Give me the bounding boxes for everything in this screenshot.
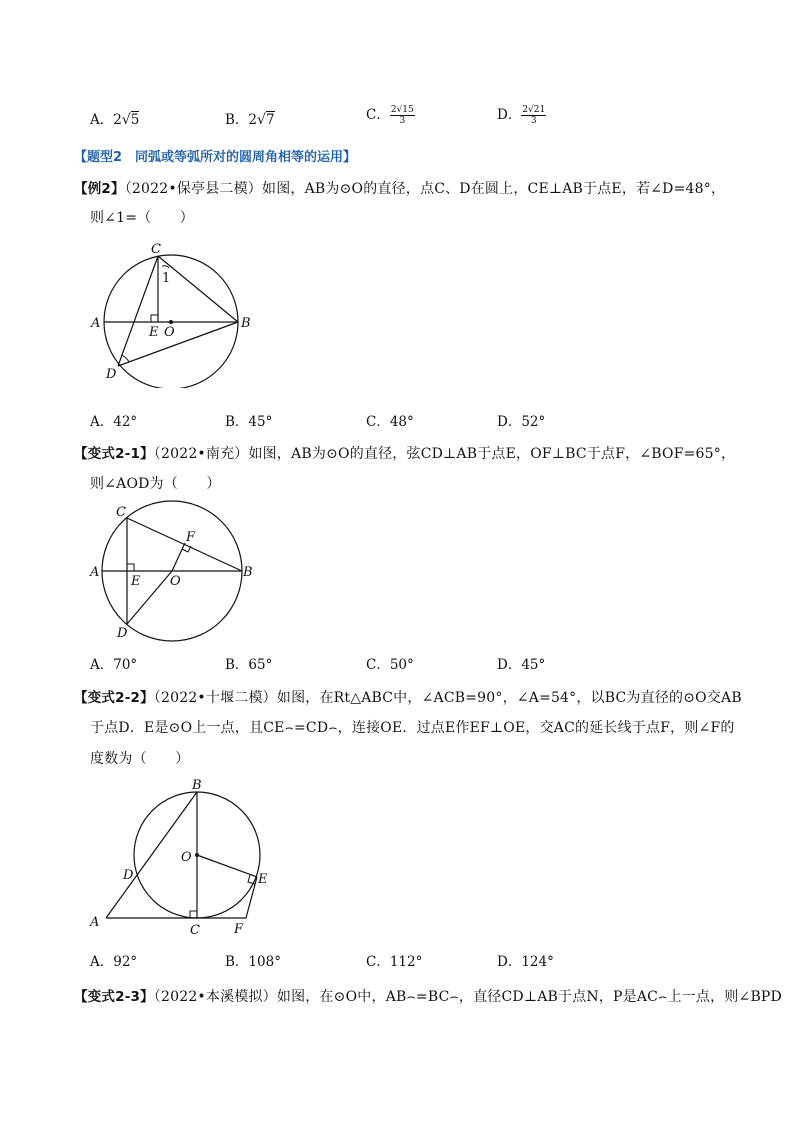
v22-label-a: A — [90, 915, 100, 930]
ex2-label-c: C — [151, 242, 161, 257]
v22-line3: 度数为（ ） — [90, 751, 190, 767]
v22-option-a: A．92° — [90, 954, 138, 970]
v22-option-b: B．108° — [225, 954, 281, 970]
ex2-segment-cd — [118, 256, 158, 366]
v21-line2: 则∠AOD为（ ） — [90, 476, 221, 492]
section-heading: 【题型2 同弧或等弧所对的圆周角相等的运用】 — [74, 150, 357, 165]
v22-right-angle-c — [190, 911, 197, 918]
v22-option-c: C．112° — [366, 954, 423, 970]
v23-line1: 【变式2-3】（2022•本溪模拟）如图，在⊙O中，AB⌢=BC⌢，直径CD⊥AB于点N，P是AC⌢上一点，则∠BPD — [74, 989, 782, 1005]
ex2-angle1-arc — [162, 266, 169, 268]
ex2-angle-d-arc — [122, 355, 129, 362]
ex2-segment-cb — [158, 256, 238, 322]
v22-figure — [84, 775, 284, 940]
ex2-option-c: C．48° — [366, 414, 414, 430]
option-d-prev: D． $\frac{2√21}{3}$ — [497, 105, 546, 126]
v21-label-c: C — [116, 505, 126, 520]
ex2-tag: 【例2】 — [74, 181, 125, 197]
v22-label-f: F — [234, 922, 244, 937]
v22-label-o: O — [181, 850, 192, 865]
v22-label-c: C — [190, 923, 200, 938]
ex2-line2: 则∠1=（ ） — [90, 210, 194, 226]
ex2-center-dot — [169, 320, 173, 324]
ex2-label-b: B — [241, 316, 251, 331]
v22-label-d: D — [123, 868, 134, 883]
ex2-right-angle — [151, 315, 158, 322]
ex2-label-1: 1 — [162, 271, 171, 286]
ex2-label-e: E — [149, 325, 159, 340]
option-b-prev: B．2√7 — [225, 112, 275, 128]
v21-option-b: B．65° — [225, 657, 273, 673]
v21-tag: 【变式2-1】 — [74, 446, 154, 462]
ex2-figure — [84, 238, 254, 388]
v22-option-d: D．124° — [497, 954, 554, 970]
option-a-prev: A．2√5 — [90, 112, 140, 128]
v22-line1: 【变式2-2】（2022•十堰二模）如图，在Rt△ABC中，∠ACB=90°，∠A=54°，以BC为直径的⊙O交AB — [74, 690, 742, 706]
ex2-option-a: A．42° — [90, 414, 138, 430]
v21-option-c: C．50° — [366, 657, 414, 673]
v21-segment-of — [172, 543, 185, 571]
v21-right-angle-e — [127, 564, 134, 571]
v22-line2: 于点D．E是⊙O上一点，且CE⌢=CD⌢，连接OE．过点E作EF⊥OE，交AC的延长线于点F，则∠F的 — [90, 720, 735, 736]
v22-center-dot — [195, 853, 199, 857]
v21-label-e: E — [131, 574, 141, 589]
ex2-line1: 【例2】（2022•保亭县二模）如图，AB为⊙O的直径，点C、D在圆上，CE⊥AB于点E，若∠D=48°， — [74, 181, 726, 197]
v21-option-a: A．70° — [90, 657, 138, 673]
v21-label-d: D — [117, 626, 128, 641]
v22-tag: 【变式2-2】 — [74, 690, 154, 706]
v21-figure — [84, 500, 264, 645]
v21-label-a: A — [90, 565, 100, 580]
v21-line1: 【变式2-1】（2022•南充）如图，AB为⊙O的直径，弦CD⊥AB于点E，OF⊥BC于点F，∠BOF=65°， — [74, 446, 736, 462]
ex2-option-b: B．45° — [225, 414, 273, 430]
v21-option-d: D．45° — [497, 657, 546, 673]
option-c-prev: C． $\frac{2√15}{3}$ — [366, 105, 414, 126]
ex2-label-o: O — [164, 325, 175, 340]
ex2-label-d: D — [106, 367, 117, 382]
v21-label-f: F — [186, 530, 196, 545]
v21-label-o: O — [170, 574, 181, 589]
v23-tag: 【变式2-3】 — [74, 989, 154, 1005]
v21-label-b: B — [243, 565, 253, 580]
ex2-option-d: D．52° — [497, 414, 546, 430]
ex2-label-a: A — [91, 316, 101, 331]
ex2-segment-db — [118, 322, 238, 366]
v22-segment-oe — [197, 855, 257, 877]
v22-label-e: E — [258, 872, 268, 887]
v22-label-b: B — [192, 778, 202, 793]
